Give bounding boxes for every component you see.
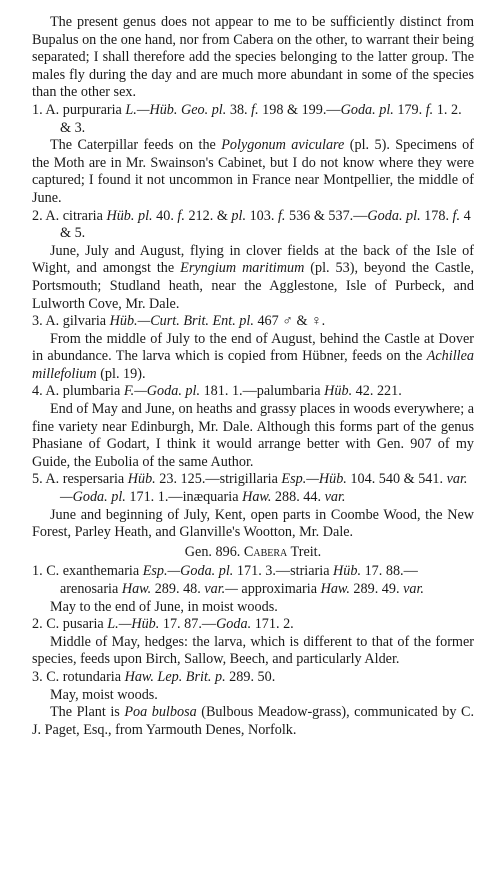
cabera-2-notes: Middle of May, hedges: the larva, which is different to that of the former species, feeds upon Birch, Sallow, Beech, and particularly Alder. xyxy=(32,633,474,668)
text-column xyxy=(32,14,474,739)
species-entry-2: 2. A. citraria Hüb. pl. 40. f. 212. & pl. 103. f. 536 & 537.—Goda. pl. 178. f. 4 & 5. xyxy=(32,207,471,242)
cabera-entry-3: 3. C. rotundaria Haw. Lep. Brit. p. 289. 50. xyxy=(32,668,276,685)
intro-paragraph: The present genus does not appear to me to be sufficiently distinct from Bupalus on the one hand, nor from Cabera on the other, to warrant their being separated; I shall therefore add the species belonging to the latter group. The males fly during the day and are much more abundant in some of the species than the other sex. xyxy=(32,14,474,101)
plant-note: The Plant is Poa bulbosa (Bulbous Meadow-grass), communicated by C. J. Paget, Esq., from Yarmouth Denes, Norfolk. xyxy=(32,704,474,738)
genus-heading: Gen. 896. Cabera Treit. xyxy=(184,543,322,560)
species-2-notes: June, July and August, flying in clover fields at the back of the Isle of Wight, and amongst the Eryngium maritimum (pl. 53), beyond the Castle, Portsmouth; Studland heath, near the Agglestone, Isle of Purbeck, and Lulworth Cove, Mr. Dale. xyxy=(32,242,474,312)
species-entry-3: 3. A. gilvaria Hüb.—Curt. Brit. Ent. pl. 467 ♂ & ♀. xyxy=(32,313,326,330)
cabera-entry-1: 1. C. exanthemaria Esp.—Goda. pl. 171. 3.—striaria Hüb. 17. 88.—arenosaria Haw. 289. 48. var.— approximaria Haw. 289. 49. var. xyxy=(32,563,424,597)
cabera-1-notes: May to the end of June, in moist woods. xyxy=(50,598,278,615)
species-1-notes: The Caterpillar feeds on the Polygonum aviculare (pl. 5). Specimens of the Moth are in Mr. Swainson's Cabinet, but I do not know where they were captured; I found it not uncommon in France near Montpellier, the middle of June. xyxy=(32,137,474,206)
species-entry-5: 5. A. respersaria Hüb. 23. 125.—strigillaria Esp.—Hüb. 104. 540 & 541. var.—Goda. pl. 171. 1.—inæquaria Haw. 288. 44. var. xyxy=(32,471,468,506)
species-entry-4: 4. A. plumbaria F.—Goda. pl. 181. 1.—palumbaria Hüb. 42. 221. xyxy=(32,383,402,400)
cabera-entry-2: 2. C. pusaria L.—Hüb. 17. 87.—Goda. 171. 2. xyxy=(32,616,294,633)
cabera-3-notes: May, moist woods. xyxy=(50,686,158,703)
species-5-notes: June and beginning of July, Kent, open parts in Coombe Wood, the New Forest, Parley Heath, and Glanville's Wootton, Mr. Dale. xyxy=(32,506,474,541)
species-entry-1: 1. A. purpuraria L.—Hüb. Geo. pl. 38. f. 198 & 199.—Goda. pl. 179. f. 1. 2. & 3. xyxy=(32,101,462,136)
species-3-notes: From the middle of July to the end of August, behind the Castle at Dover in abundance. The larva which is copied from Hübner, feeds on the Achillea millefolium (pl. 19). xyxy=(32,330,474,382)
species-4-notes: End of May and June, on heaths and grassy places in woods everywhere; a fine variety near Edinburgh, Mr. Dale. Although this forms part of the genus Phasiane of Godart, I think it would arrange better with Gen. 907 of my Guide, the Eubolia of the same Author. xyxy=(32,401,474,470)
